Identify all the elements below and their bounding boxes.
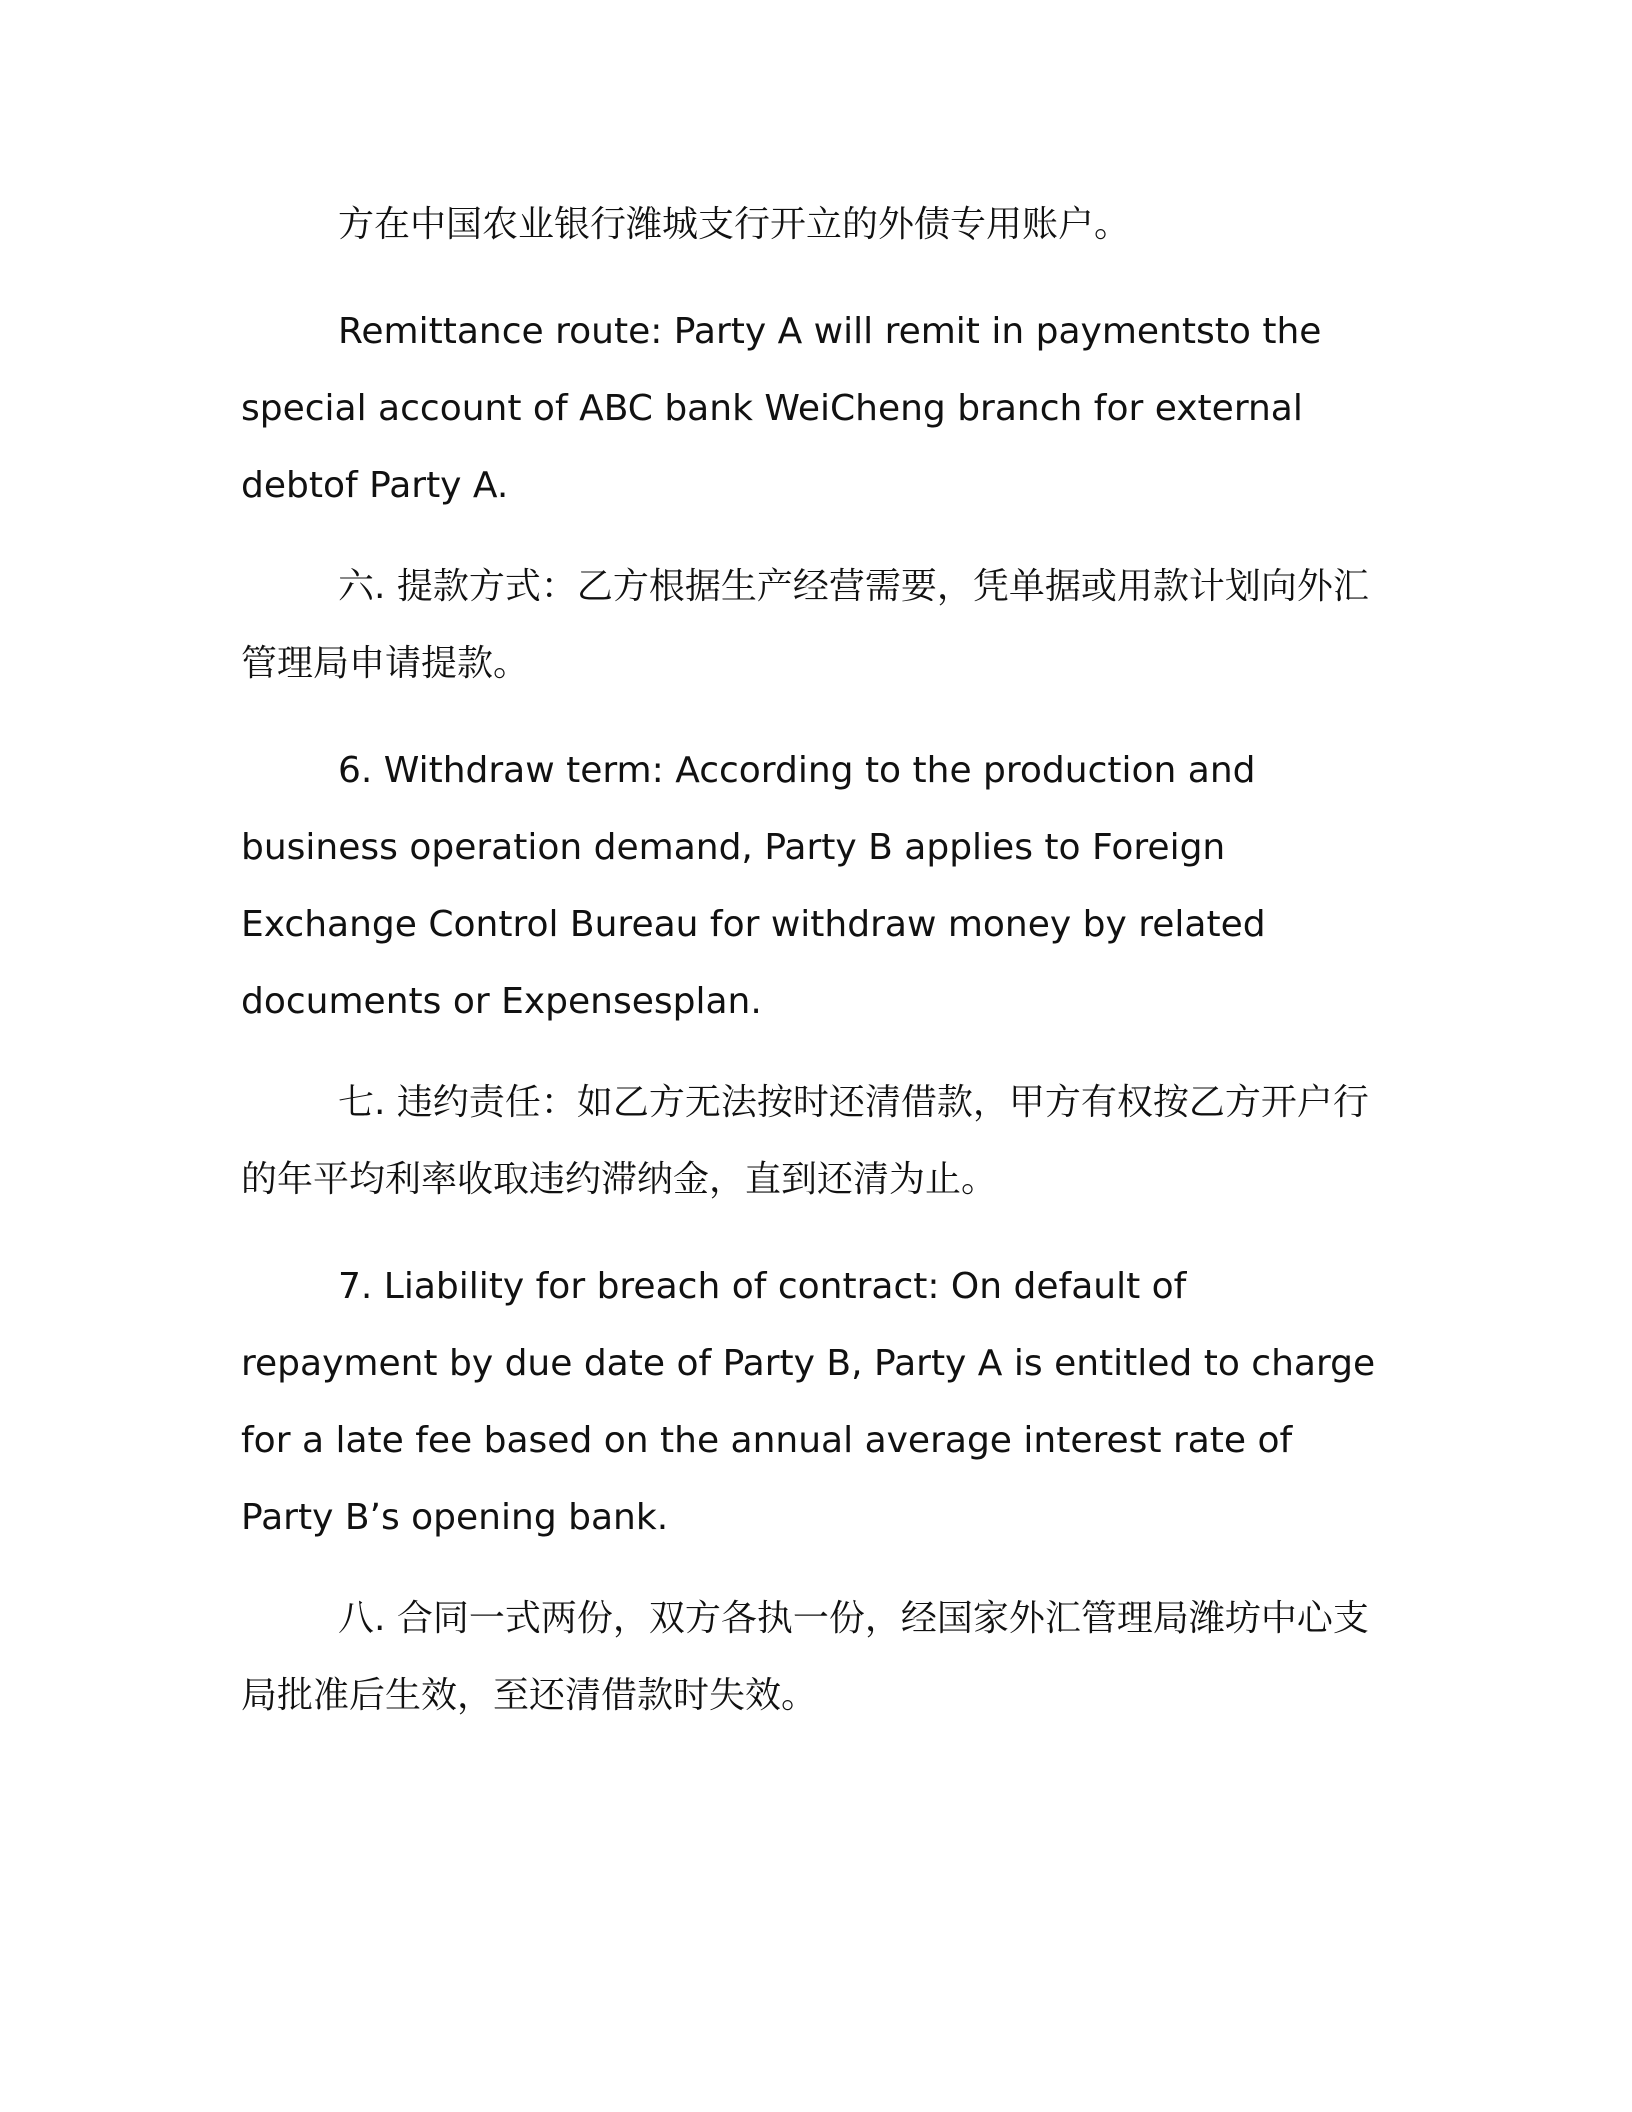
paragraph-liability: 7. Liability for breach of contract: On default of repayment by due date of Party B, Party A is entitled to charge for a late fee based on the annual average interest rate of Party B’s opening bank.	[241, 1266, 1376, 1538]
paragraph-withdraw-term: 6. Withdraw term: According to the production and business operation demand, Party B applies to Foreign Exchange Control Bureau for withdraw money by related documents or Expensesplan.	[241, 750, 1266, 1022]
paragraph-remittance-route: Remittance route: Party A will remit in paymentsto the special account of ABC bank WeiCheng branch for external debtof Party A.	[241, 311, 1322, 506]
document-body	[241, 186, 1391, 1734]
paragraph-withdraw-term-cn: 六. 提款方式：乙方根据生产经营需要，凭单据或用款计划向外汇管理局申请提款。	[241, 566, 1369, 684]
paragraph-account-cn: 方在中国农业银行潍城支行开立的外债专用账户。	[338, 204, 1131, 245]
paragraph-liability-cn: 七. 违约责任：如乙方无法按时还清借款，甲方有权按乙方开户行的年平均利率收取违约滞纳金，直到还清为止。	[241, 1082, 1369, 1200]
paragraph-copies-cn: 八. 合同一式两份，双方各执一份，经国家外汇管理局潍坊中心支局批准后生效，至还清借款时失效。	[241, 1598, 1369, 1716]
